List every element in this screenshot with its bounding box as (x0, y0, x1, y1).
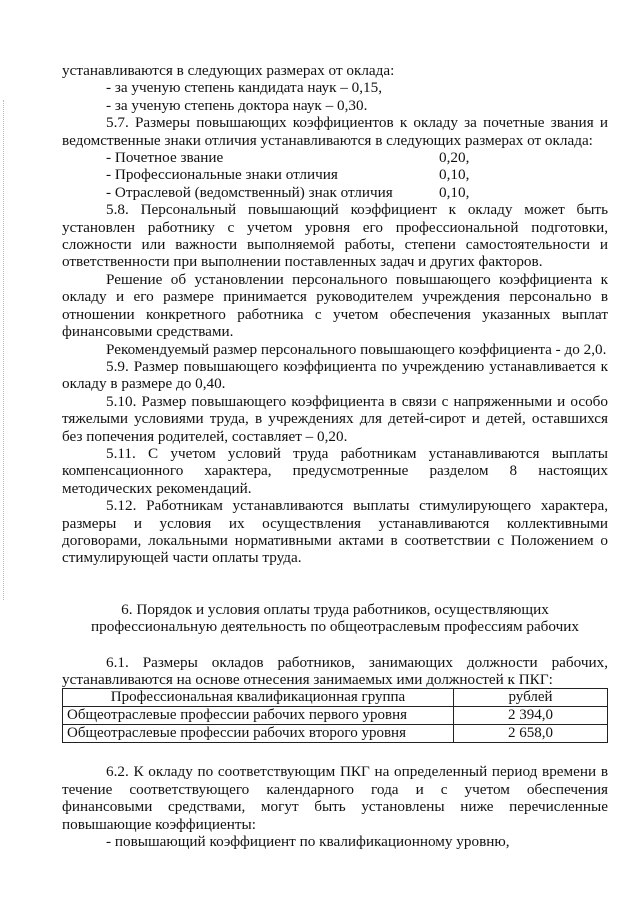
paragraph-5-8-decision: Решение об установлении персонального повышающего коэффициента к окладу и его размере принимается руководителем учреждения персонально в отношении конкретного работника с учетом обеспечения указанных выплат финансовыми средствами. (62, 270, 608, 341)
honor-item-label: - Отраслевой (ведомственный) знак отличия (106, 183, 393, 201)
honor-item-branch (62, 184, 608, 201)
paragraph-5-11: 5.11. С учетом условий труда работникам устанавливаются выплаты компенсационного характера, предусмотренные разделом 8 настоящих методических рекомендаций. (62, 444, 608, 497)
honor-item-value: 0,20, (439, 149, 470, 167)
section-6-heading (62, 601, 608, 636)
paragraph-6-2: 6.2. К окладу по соответствующим ПКГ на определенный период времени в течение соответствующего календарного года и с учетом обеспечения финансовыми средствами, могут быть установлены ниже перечисленные повышающие коэффициенты: (62, 763, 608, 833)
table-header-row (63, 689, 608, 707)
pkg-salary-table (62, 688, 608, 743)
paragraph-5-8-recommended: Рекомендуемый размер персонального повышающего коэффициента - до 2,0. (106, 340, 607, 358)
honor-item-label: - Почетное звание (106, 149, 224, 167)
paragraph-5-12: 5.12. Работникам устанавливаются выплаты стимулирующего характера, размеры и условия их осуществления устанавливаются коллективными договорами, локальными нормативными актами в соответствии с Положением о стимулирующей части оплаты труда. (62, 497, 608, 567)
document-page (62, 62, 608, 850)
honor-item-title (62, 149, 608, 166)
table-cell-group: Общеотраслевые профессии рабочих второго уровня (63, 725, 454, 743)
intro-line: устанавливаются в следующих размерах от оклада: (62, 62, 395, 79)
honor-item-label: - Профессиональные знаки отличия (106, 166, 338, 184)
paragraph-5-9: 5.9. Размер повышающего коэффициента по учреждению устанавливается к окладу в размере до 0,40. (62, 357, 608, 393)
table-cell-salary: 2 658,0 (454, 725, 608, 743)
scan-margin-dots (3, 100, 5, 600)
degree-item-candidate: - за ученую степень кандидата наук – 0,15, (106, 79, 383, 97)
table-header-unit: рублей (454, 689, 608, 707)
honor-item-value: 0,10, (439, 183, 470, 201)
degree-item-doctor: - за ученую степень доктора наук – 0,30. (106, 96, 368, 114)
table-header-group: Профессиональная квалификационная группа (63, 689, 454, 707)
section-6-heading-line-2: профессиональную деятельность по общеотраслевым профессиям рабочих (91, 618, 579, 636)
table-cell-group: Общеотраслевые профессии рабочих первого уровня (63, 707, 454, 725)
section-6-heading-line-1: 6. Порядок и условия оплаты труда работников, осуществляющих (121, 600, 549, 618)
paragraph-6-2-item: - повышающий коэффициент по квалификационному уровню, (106, 833, 510, 851)
paragraph-5-8: 5.8. Персональный повышающий коэффициент к окладу может быть установлен работнику с учетом уровня его профессиональной подготовки, сложности или важности выполняемой работы, степени самостоятельности и ответственности при выполнении поставленных задач и других факторов. (62, 201, 608, 271)
paragraph-6-1: 6.1. Размеры окладов работников, занимающих должности рабочих, устанавливаются на основе отнесения занимаемых ими должностей к ПКГ: (62, 653, 608, 688)
table-cell-salary: 2 394,0 (454, 707, 608, 725)
table-row (63, 707, 608, 725)
table-row (63, 725, 608, 743)
honor-item-professional (62, 166, 608, 183)
paragraph-5-10: 5.10. Размер повышающего коэффициента в связи с напряженными и особо тяжелыми условиями труда, в учреждениях для детей-сирот и детей, оставшихся без попечения родителей, составляет – 0,20. (62, 392, 608, 445)
paragraph-5-7: 5.7. Размеры повышающих коэффициентов к окладу за почетные звания и ведомственные знаки отличия устанавливаются в следующих размерах от оклада: (62, 114, 608, 149)
honor-item-value: 0,10, (439, 166, 470, 184)
